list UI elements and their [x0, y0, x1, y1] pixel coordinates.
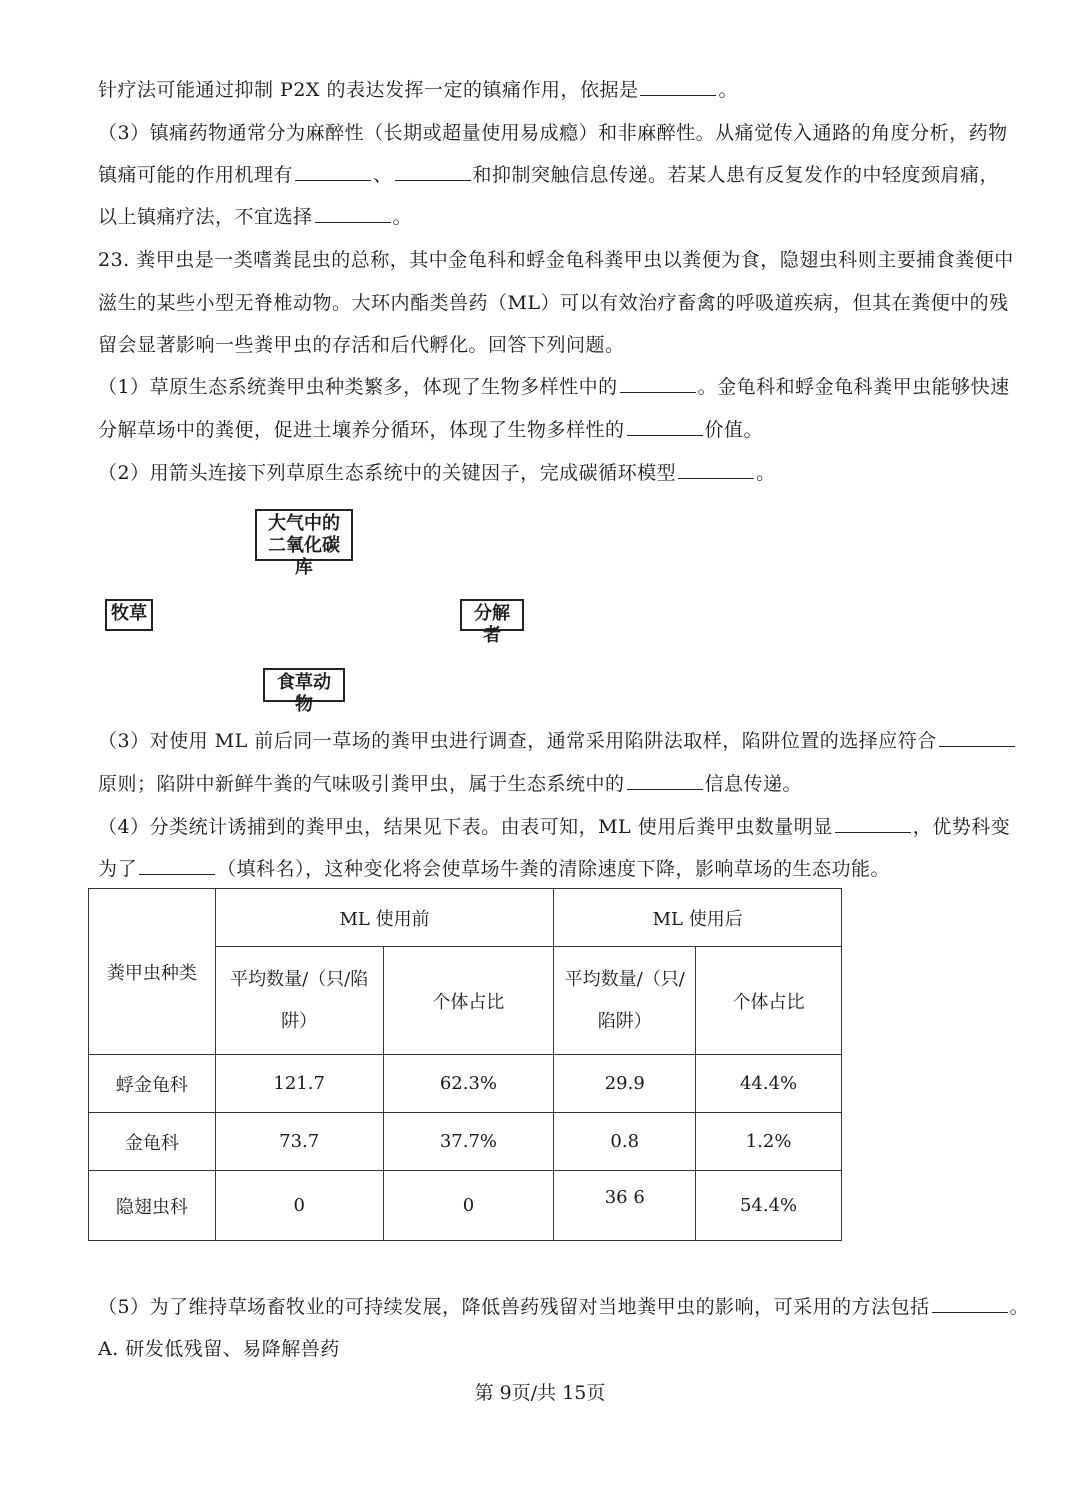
box-label: 食草动物	[277, 672, 331, 715]
box-label: 大气中的	[268, 513, 340, 534]
answer-blank[interactable]	[932, 1294, 1008, 1313]
grass-box	[105, 599, 153, 631]
text: 。	[756, 462, 776, 484]
text: 留会显著影响一些粪甲虫的存活和后代孵化。回答下列问题。	[98, 334, 625, 356]
text: 和抑制突触信息传递。若某人患有反复发作的中轻度颈肩痛，	[472, 164, 1000, 186]
cell: 37.7%	[383, 1113, 554, 1171]
text: （3）镇痛药物通常分为麻醉性（长期或超量使用易成瘾）和非麻醉性。从痛觉传入通路的角度分析，药物	[98, 122, 1008, 144]
ratio-after-header: 个体占比	[696, 947, 842, 1055]
species-name: 蜉金龟科	[89, 1055, 216, 1113]
text: （填科名），这种变化将会使草场牛粪的清除速度下降，影响草场的生态功能。	[217, 858, 891, 880]
text: 。	[718, 79, 738, 101]
text: 、	[373, 164, 393, 186]
text: （2）用箭头连接下列草原生态系统中的关键因子，完成碳循环模型	[98, 462, 677, 484]
cell: 0	[215, 1171, 383, 1241]
text: 。	[1009, 1296, 1030, 1318]
text: 。	[392, 206, 413, 228]
species-header: 粪甲虫种类	[89, 889, 216, 1055]
header-line: 陷阱）	[597, 1010, 652, 1032]
text-line-16	[98, 1336, 340, 1362]
dung-beetle-table	[88, 888, 842, 1241]
option-a: A. 研发低残留、易降解兽药	[98, 1338, 340, 1360]
text-line-5	[98, 247, 1014, 273]
text-line-13	[98, 814, 1010, 840]
answer-blank[interactable]	[315, 204, 391, 223]
box-label: 分解者	[474, 603, 510, 646]
cell: 121.7	[215, 1055, 383, 1113]
text-line-8	[98, 374, 1010, 400]
box-label: 牧草	[111, 603, 147, 624]
text: 镇痛可能的作用机理有	[98, 164, 294, 186]
answer-blank[interactable]	[139, 856, 215, 875]
answer-blank[interactable]	[640, 77, 716, 96]
cell: 62.3%	[383, 1055, 554, 1113]
text: 针疗法可能通过抑制 P2X 的表达发挥一定的镇痛作用，依据是	[98, 79, 639, 101]
table-row	[89, 1113, 842, 1171]
table-row	[89, 1171, 842, 1241]
text: 价值。	[704, 419, 764, 441]
text: 以上镇痛疗法，不宜选择	[98, 206, 313, 228]
text: 为了	[98, 858, 138, 880]
text: （3）对使用 ML 前后同一草场的粪甲虫进行调查，通常采用陷阱法取样，陷阱位置的选择应符合	[98, 730, 937, 752]
answer-blank[interactable]	[627, 771, 703, 790]
avg-after-header	[554, 947, 696, 1055]
cell: 54.4%	[696, 1171, 842, 1241]
atmosphere-co2-box	[255, 509, 353, 578]
text: ，优势科变	[912, 816, 1011, 838]
answer-blank[interactable]	[939, 728, 1015, 747]
text: 滋生的某些小型无脊椎动物。大环内酯类兽药（ML）可以有效治疗畜禽的呼吸道疾病，但其在粪便中的残	[98, 292, 1009, 314]
text-line-4	[98, 204, 412, 230]
answer-blank[interactable]	[627, 417, 703, 436]
text: 信息传递。	[704, 773, 803, 795]
answer-blank[interactable]	[678, 460, 754, 479]
text-line-12	[98, 771, 802, 797]
text: （4）分类统计诱捕到的粪甲虫，结果见下表。由表可知，ML 使用后粪甲虫数量明显	[98, 816, 833, 838]
answer-blank[interactable]	[835, 814, 911, 833]
text: （5）为了维持草场畜牧业的可持续发展，降低兽药残留对当地粪甲虫的影响，可采用的方法包括	[98, 1296, 930, 1318]
text: 分解草场中的粪便，促进土壤养分循环，体现了生物多样性的	[98, 419, 625, 441]
text: 原则；陷阱中新鲜牛粪的气味吸引粪甲虫，属于生态系统中的	[98, 773, 625, 795]
box-label: 二氧化碳库	[268, 535, 340, 578]
question-23-intro: 23. 粪甲虫是一类嗜粪昆虫的总称，其中金龟科和蜉金龟科粪甲虫以粪便为食，隐翅虫科则主要捕食粪便中	[98, 249, 1014, 271]
cell: 0	[383, 1171, 554, 1241]
table-row	[89, 1055, 842, 1113]
text-line-3	[98, 162, 999, 188]
species-name: 金龟科	[89, 1113, 216, 1171]
header-line: 平均数量/（只/	[564, 968, 685, 990]
header-line: 阱）	[281, 1010, 318, 1032]
after-header: ML 使用后	[554, 889, 842, 947]
answer-blank[interactable]	[295, 162, 371, 181]
before-header: ML 使用前	[215, 889, 554, 947]
text-line-9	[98, 417, 763, 443]
cell: 73.7	[215, 1113, 383, 1171]
ratio-before-header: 个体占比	[383, 947, 554, 1055]
header-line: 平均数量/（只/陷	[230, 968, 369, 990]
text-line-10	[98, 460, 776, 486]
page-footer: 第 9页/共 15页	[474, 1382, 606, 1404]
cell: 44.4%	[696, 1055, 842, 1113]
answer-blank[interactable]	[395, 162, 471, 181]
avg-before-header	[215, 947, 383, 1055]
text-line-14	[98, 856, 890, 882]
text: （1）草原生态系统粪甲虫种类繁多，体现了生物多样性中的	[98, 376, 618, 398]
text-line-7	[98, 332, 625, 358]
text-line-1	[98, 77, 738, 103]
cell: 1.2%	[696, 1113, 842, 1171]
cell: 29.9	[554, 1055, 696, 1113]
text-line-2	[98, 120, 1008, 146]
text-line-15	[98, 1294, 1029, 1320]
text-line-6	[98, 290, 1009, 316]
decomposer-box	[460, 599, 524, 646]
text: 。金龟科和蜉金龟科粪甲虫能够快速	[697, 376, 1010, 398]
cell: 36 6	[554, 1171, 696, 1241]
table-header-row	[89, 889, 842, 947]
answer-blank[interactable]	[620, 374, 696, 393]
text-line-11	[98, 728, 1017, 754]
species-name: 隐翅虫科	[89, 1171, 216, 1241]
herbivore-box	[263, 668, 345, 715]
cell: 0.8	[554, 1113, 696, 1171]
